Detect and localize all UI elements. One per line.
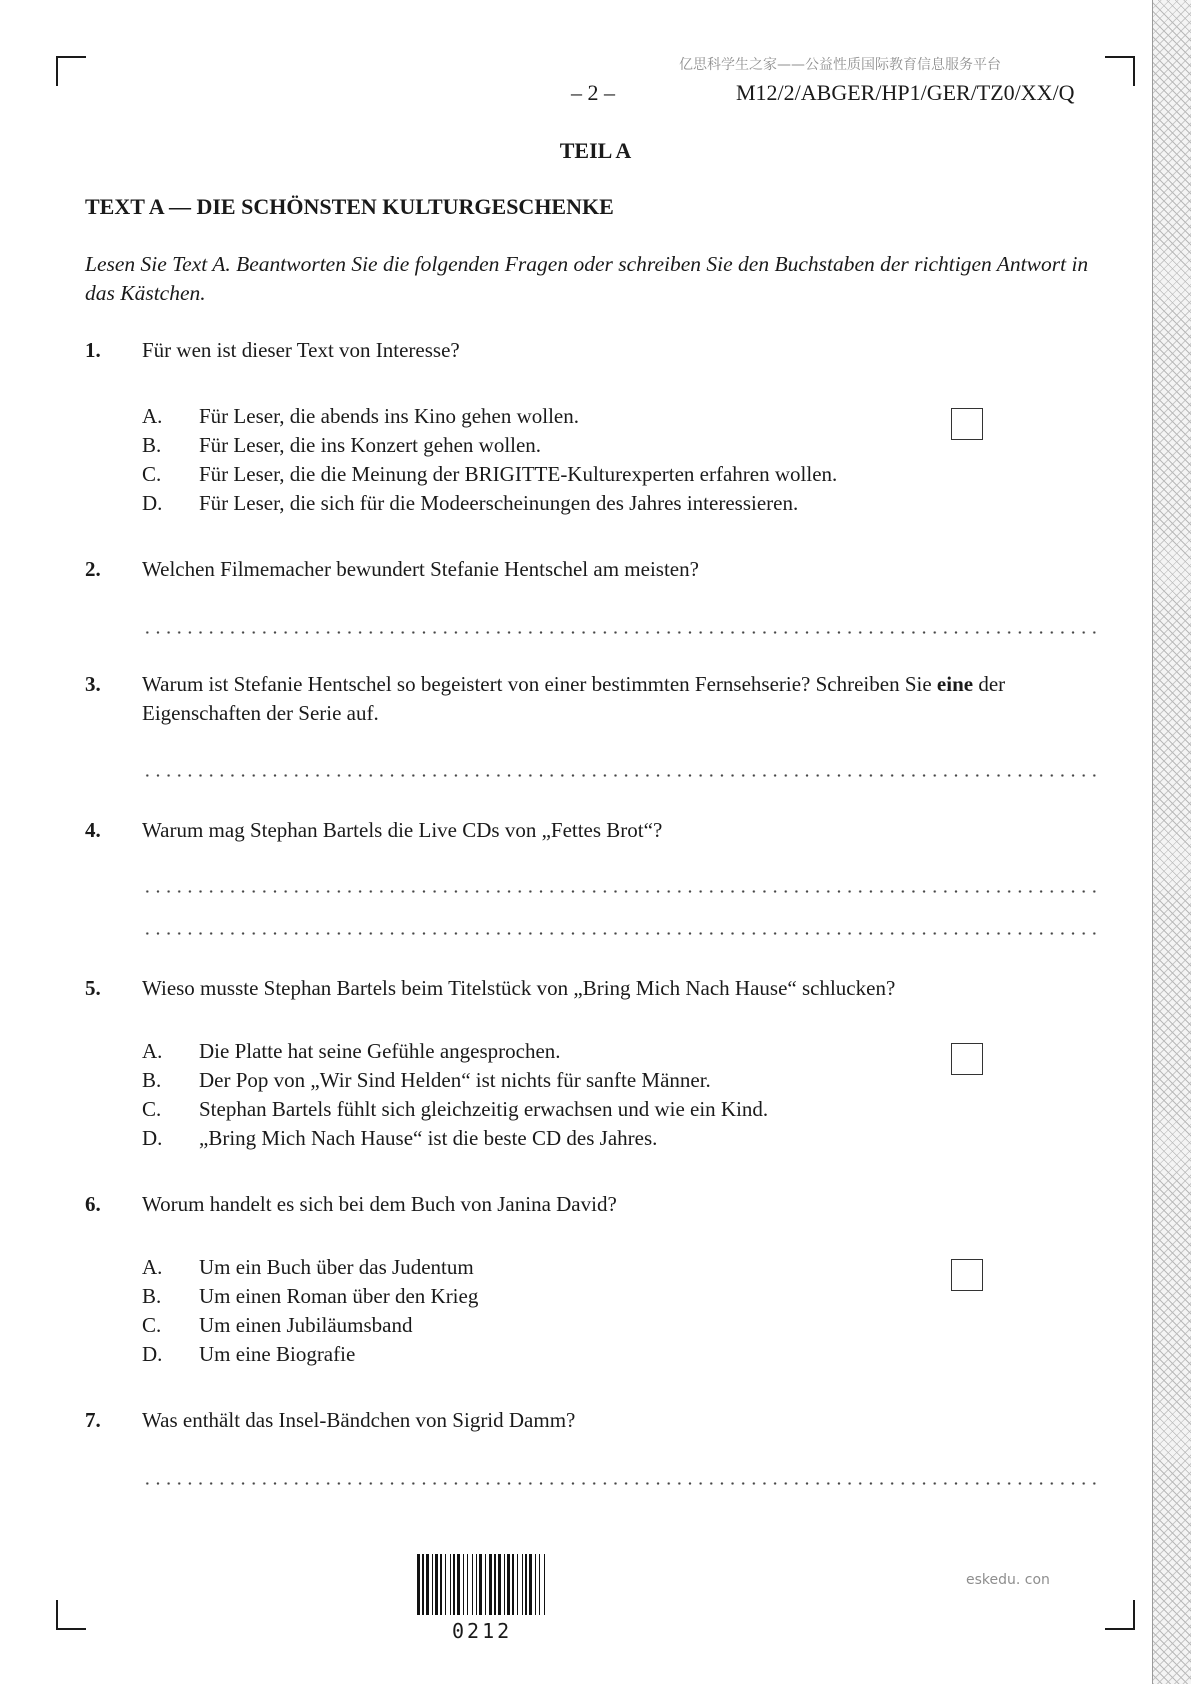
footer-site: eskedu. con: [966, 1572, 1050, 1588]
section-title: TEIL A: [559, 138, 632, 163]
question-text: [142, 670, 1107, 728]
barcode: [417, 1554, 548, 1615]
page-number: – 2 –: [571, 80, 615, 105]
option-text: Für Leser, die ins Konzert gehen wollen.: [199, 433, 542, 457]
option-letter: D.: [142, 1342, 163, 1366]
option-letter: C.: [142, 1097, 162, 1121]
answer-box-q1[interactable]: [951, 408, 983, 440]
option-text: Um einen Jubiläumsband: [199, 1313, 413, 1337]
option-text: Die Platte hat seine Gefühle angesprochen.: [199, 1039, 561, 1063]
crop-mark-top-right: [1105, 56, 1135, 86]
option-text: Der Pop von „Wir Sind Helden“ ist nichts für sanfte Männer.: [199, 1068, 711, 1092]
watermark: 亿思科学生之家——公益性质国际教育信息服务平台: [679, 57, 1001, 73]
option-letter: A.: [142, 1039, 163, 1063]
option-text: Um eine Biografie: [199, 1342, 356, 1366]
option-text: Um einen Roman über den Krieg: [199, 1284, 479, 1308]
question-text-emphasis: eine: [936, 672, 974, 696]
document-code: M12/2/ABGER/HP1/GER/TZ0/XX/Q: [736, 80, 1075, 105]
option-letter: B.: [142, 1068, 162, 1092]
question-number: 3.: [85, 672, 101, 696]
question-text-part: der Eigenschaften der Serie auf.: [142, 672, 1006, 725]
option-text: Für Leser, die sich für die Modeerscheinungen des Jahres interessieren.: [199, 491, 799, 515]
page-margin-strip: [1152, 0, 1191, 1684]
option-letter: B.: [142, 1284, 162, 1308]
answer-line-q3[interactable]: [142, 774, 1100, 777]
option-text: Für Leser, die abends ins Kino gehen wollen.: [199, 404, 579, 428]
question-text: Warum mag Stephan Bartels die Live CDs von „Fettes Brot“?: [142, 818, 663, 842]
option-letter: C.: [142, 462, 162, 486]
option-letter: C.: [142, 1313, 162, 1337]
option-text: Um ein Buch über das Judentum: [199, 1255, 474, 1279]
answer-box-q6[interactable]: [951, 1259, 983, 1291]
answer-line-q4b[interactable]: [142, 932, 1100, 935]
option-text: Stephan Bartels fühlt sich gleichzeitig erwachsen und wie ein Kind.: [199, 1097, 769, 1121]
option-letter: A.: [142, 404, 163, 428]
question-number: 7.: [85, 1408, 101, 1432]
crop-mark-top-left: [56, 56, 86, 86]
answer-line-q2[interactable]: [142, 631, 1100, 634]
question-number: 1.: [85, 338, 101, 362]
question-text-part: Warum ist Stefanie Hentschel so begeistert von einer bestimmten Fernsehserie? Schreiben Sie: [142, 672, 937, 696]
question-text: Wieso musste Stephan Bartels beim Titelstück von „Bring Mich Nach Hause“ schlucken?: [142, 976, 896, 1000]
option-letter: D.: [142, 491, 163, 515]
question-text: Was enthält das Insel-Bändchen von Sigrid Damm?: [142, 1408, 576, 1432]
question-number: 4.: [85, 818, 101, 842]
option-text: Für Leser, die die Meinung der BRIGITTE-Kulturexperten erfahren wollen.: [199, 462, 838, 486]
answer-line-q4a[interactable]: [142, 890, 1100, 893]
answer-line-q7[interactable]: [142, 1482, 1100, 1485]
question-number: 6.: [85, 1192, 101, 1216]
question-text: Für wen ist dieser Text von Interesse?: [142, 338, 460, 362]
option-letter: A.: [142, 1255, 163, 1279]
question-text: Welchen Filmemacher bewundert Stefanie Hentschel am meisten?: [142, 557, 699, 581]
question-text: Worum handelt es sich bei dem Buch von Janina David?: [142, 1192, 617, 1216]
crop-mark-bottom-left: [56, 1600, 86, 1630]
option-letter: B.: [142, 433, 162, 457]
option-text: „Bring Mich Nach Hause“ ist die beste CD des Jahres.: [199, 1126, 658, 1150]
question-number: 5.: [85, 976, 101, 1000]
question-number: 2.: [85, 557, 101, 581]
text-title: TEXT A — DIE SCHÖNSTEN KULTURGESCHENKE: [85, 194, 614, 219]
option-letter: D.: [142, 1126, 163, 1150]
barcode-number: 0212: [452, 1619, 513, 1643]
answer-box-q5[interactable]: [951, 1043, 983, 1075]
crop-mark-bottom-right: [1105, 1600, 1135, 1630]
instructions: Lesen Sie Text A. Beantworten Sie die folgenden Fragen oder schreiben Sie den Buchstaben der richtigen Antwort in das Kästchen.: [85, 252, 1089, 305]
